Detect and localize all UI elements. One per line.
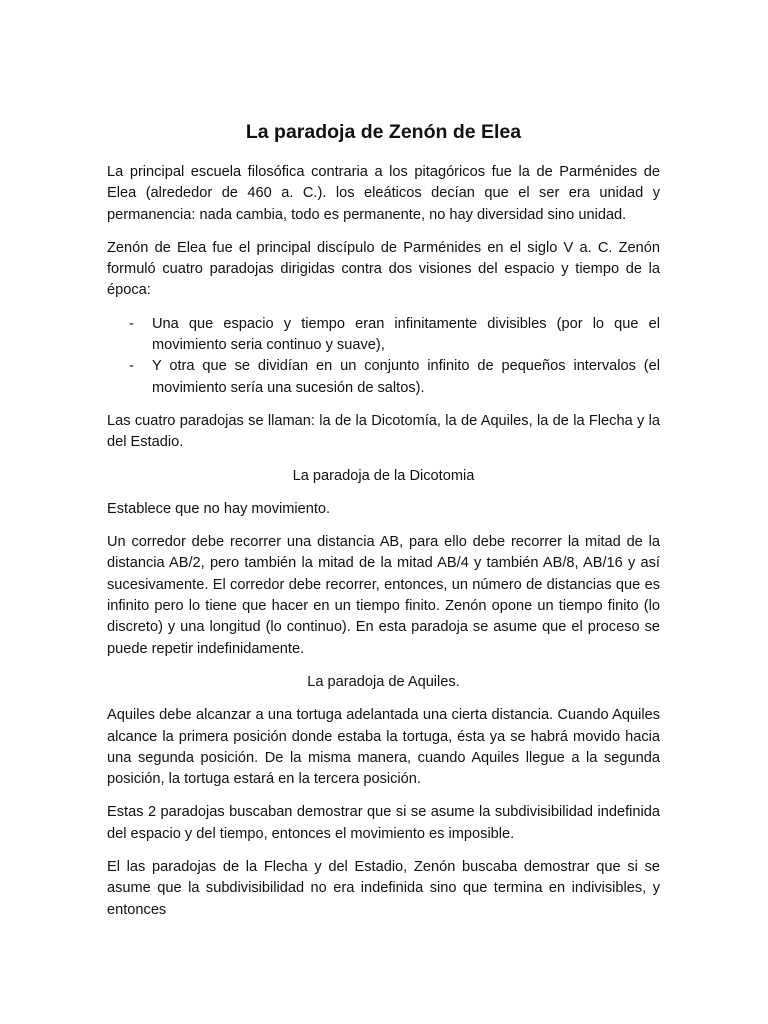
list-item xyxy=(107,314,660,357)
subheading-dicotomia: La paradoja de la Dicotomia xyxy=(292,467,475,484)
list-item xyxy=(107,356,660,399)
paragraph-no-movement: Establece que no hay movimiento. xyxy=(107,500,331,517)
document-title: La paradoja de Zenón de Elea xyxy=(245,121,522,143)
paragraph-zenon-intro: Zenón de Elea fue el principal discípulo de Parménides en el siglo V a. C. Zenón formuló cuatro paradojas dirigidas contra dos visiones del espacio y tiempo de la época: xyxy=(107,239,660,299)
list-item-text: Una que espacio y tiempo eran infinitamente divisibles (por lo que el movimiento seria continuo y suave), xyxy=(152,315,660,354)
list-item-text: Y otra que se dividían en un conjunto infinito de pequeños intervalos (el movimiento sería una sucesión de saltos). xyxy=(152,358,660,396)
paragraph-runner: Un corredor debe recorrer una distancia AB, para ello debe recorrer la mitad de la distancia AB/2, pero también la mitad de la mitad AB/4 y también AB/8, AB/16 y así sucesivamente. El corredor debe recorrer, entonces, un número de distancias que es infinito pero lo tiene que hacer en un tiempo finito. Zenón opone un tiempo finito (lo discreto) y una longitud (lo continuo). En esta paradoja se asume que el proceso se puede repetir indefinidamente. xyxy=(107,534,660,657)
paragraph-paradox-names: Las cuatro paradojas se llaman: la de la Dicotomía, la de Aquiles, la de la Flecha y la del Estadio. xyxy=(107,412,660,451)
paragraph-parmenides: La principal escuela filosófica contraria a los pitagóricos fue la de Parménides de Elea (alrededor de 460 a. C.). los eleáticos decían que el ser era unidad y permanencia: nada cambia, todo es permanente, no hay diversidad sino unidad. xyxy=(107,164,660,223)
paradox-visions-list xyxy=(107,314,660,399)
document-body xyxy=(107,118,660,933)
list-dash-marker: - xyxy=(129,315,134,332)
list-dash-marker: - xyxy=(129,358,134,375)
paragraph-subdivisibility: Estas 2 paradojas buscaban demostrar que si se asume la subdivisibilidad indefinida del espacio y del tiempo, entonces el movimiento es imposible. xyxy=(107,804,660,842)
subheading-aquiles: La paradoja de Aquiles. xyxy=(307,673,460,690)
paragraph-arrow-stadium: El las paradojas de la Flecha y del Estadio, Zenón buscaba demostrar que si se asume que la subdivisibilidad no era indefinida sino que termina en indivisibles, y entonces xyxy=(107,859,660,918)
paragraph-achilles: Aquiles debe alcanzar a una tortuga adelantada una cierta distancia. Cuando Aquiles alcance la primera posición donde estaba la tortuga, ésta ya se habrá movido hacia una segunda posición. De la misma manera, cuando Aquiles llegue a la segunda posición, la tortuga estará en la tercera posición. xyxy=(107,707,660,788)
